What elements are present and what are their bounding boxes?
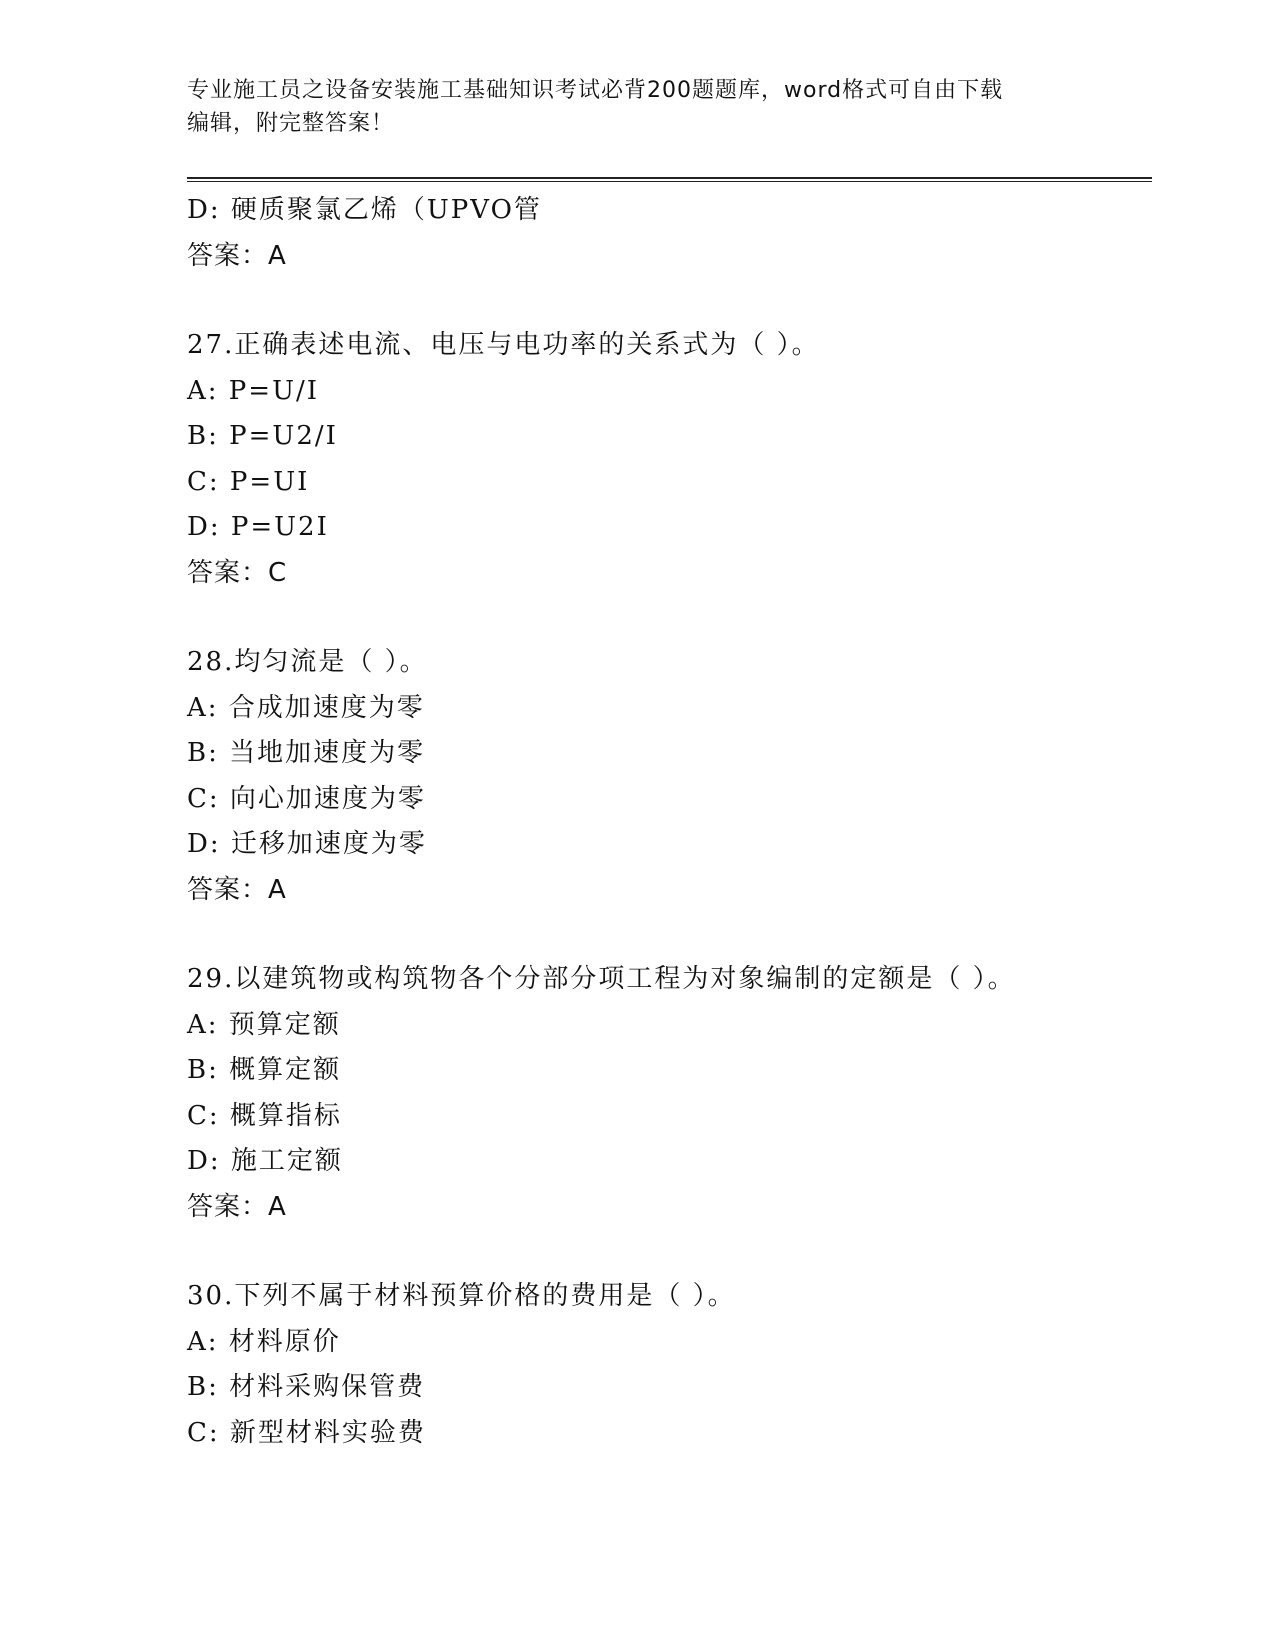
option-b: B: 当地加速度为零 [187, 738, 426, 768]
question-stem: 30.下列不属于材料预算价格的费用是（ ）。 [187, 1281, 736, 1311]
option-a: A: 预算定额 [187, 1009, 341, 1040]
option-d: D: 迁移加速度为零 [187, 829, 427, 859]
header-line-2: 编辑，附完整答案！ [187, 111, 395, 136]
answer-line: 答案：C [187, 557, 288, 588]
answer-line: 答案：A [187, 1191, 287, 1222]
option-d: D: 硬质聚氯乙烯（UPVO管 [187, 195, 542, 225]
question-stem: 29.以建筑物或构筑物各个分部分项工程为对象编制的定额是（ ）。 [187, 964, 1016, 994]
header-divider [187, 177, 1152, 179]
option-b: B: P=U2/I [187, 421, 338, 451]
answer-line: 答案：A [187, 240, 287, 271]
option-a: A: P=U/I [187, 375, 320, 406]
option-b: B: 概算定额 [187, 1055, 342, 1085]
answer-line: 答案：A [187, 874, 287, 905]
question-block-27 [187, 323, 1147, 596]
option-c: C: P=UI [187, 466, 310, 497]
spacer [187, 913, 1147, 957]
document-header [187, 74, 1067, 140]
question-block-29 [187, 957, 1147, 1230]
spacer [187, 596, 1147, 640]
question-list [187, 188, 1147, 1456]
question-stem: 27.正确表述电流、电压与电功率的关系式为（ ）。 [187, 330, 820, 360]
header-line-1: 专业施工员之设备安装施工基础知识考试必背200题题库，word格式可自由下载 [187, 78, 1004, 103]
option-c: C: 新型材料实验费 [187, 1417, 426, 1448]
option-d: D: P=U2I [187, 512, 329, 542]
header-divider-thin [187, 181, 1152, 182]
option-d: D: 施工定额 [187, 1146, 343, 1176]
option-a: A: 合成加速度为零 [187, 692, 425, 723]
question-block-30 [187, 1274, 1147, 1456]
option-c: C: 向心加速度为零 [187, 783, 426, 814]
spacer [187, 1230, 1147, 1274]
option-c: C: 概算指标 [187, 1100, 342, 1131]
option-b: B: 材料采购保管费 [187, 1372, 426, 1402]
question-stem: 28.均匀流是（ ）。 [187, 647, 428, 677]
option-a: A: 材料原价 [187, 1326, 341, 1357]
question-block-28 [187, 640, 1147, 913]
question-block-26 [187, 188, 1147, 279]
spacer [187, 279, 1147, 323]
